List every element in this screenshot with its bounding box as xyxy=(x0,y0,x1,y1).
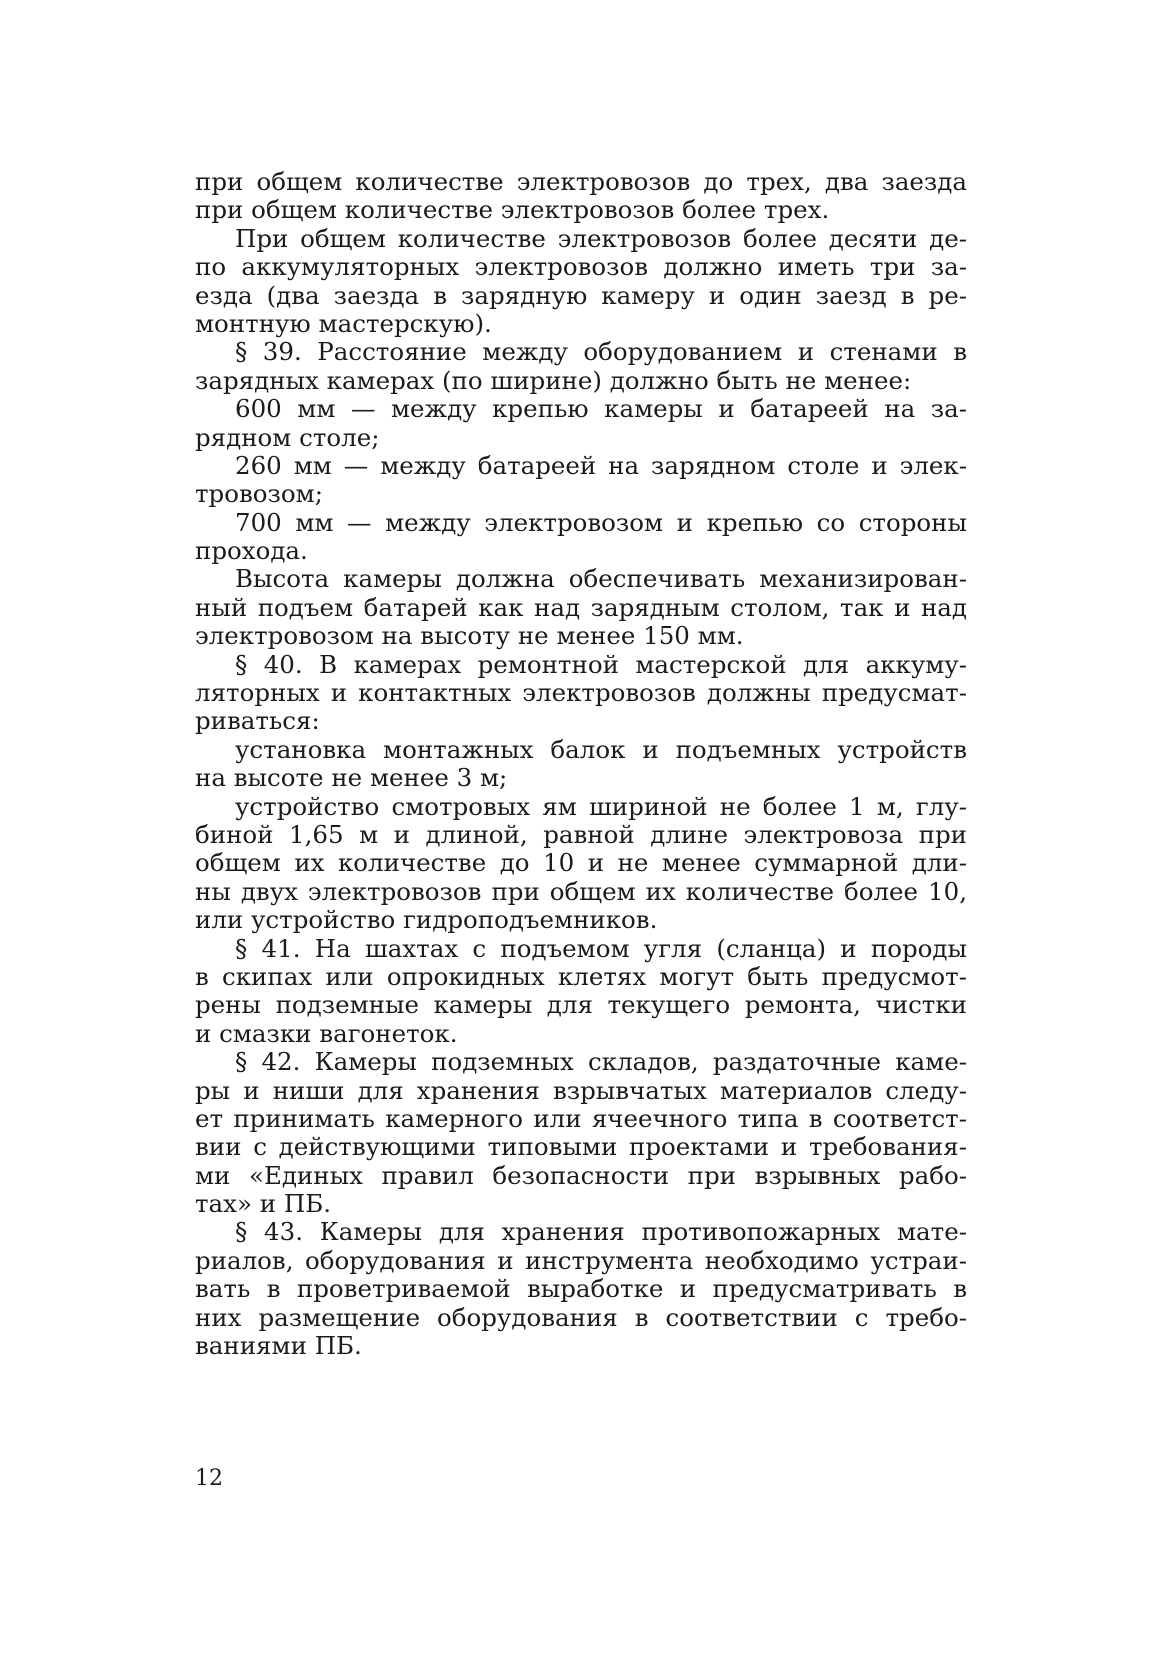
text-line: § 41. На шахтах с подъемом угля (сланца) и породы xyxy=(235,933,967,963)
text-line: риалов, оборудования и инструмента необходимо устраи- xyxy=(195,1245,967,1275)
text-line: вии с действующими типовыми проектами и требования- xyxy=(195,1132,967,1162)
text-line: общем их количестве до 10 и не менее суммарной дли- xyxy=(195,848,967,878)
text-line: § 40. В камерах ремонтной мастерской для аккуму- xyxy=(235,649,967,679)
text-line: ляторных и контактных электровозов должны предусмат- xyxy=(195,678,967,708)
text-line: зарядных камерах (по ширине) должно быть не менее: xyxy=(195,365,912,395)
text-line: тровозом; xyxy=(195,479,323,509)
text-line: ный подъем батарей как над зарядным столом, так и над xyxy=(195,592,967,622)
text-line: по аккумуляторных электровозов должно иметь три за- xyxy=(195,252,967,282)
text-line: ми «Единых правил безопасности при взрывных рабо- xyxy=(195,1160,967,1190)
text-line: ны двух электровозов при общем их количестве более 10, xyxy=(195,876,967,906)
text-line: При общем количестве электровозов более десяти де- xyxy=(235,223,967,253)
text-line: на высоте не менее 3 м; xyxy=(195,763,508,793)
text-line: биной 1,65 м и длиной, равной длине электровоза при xyxy=(195,819,967,849)
text-line: 260 мм — между батареей на зарядном столе и элек- xyxy=(235,450,967,480)
text-line: 600 мм — между крепью камеры и батареей на за- xyxy=(235,394,967,424)
body-text xyxy=(195,168,967,1360)
text-line: электровозом на высоту не менее 150 мм. xyxy=(195,621,744,651)
text-line: § 43. Камеры для хранения противопожарных мате- xyxy=(235,1217,967,1247)
text-line: § 42. Камеры подземных складов, раздаточные каме- xyxy=(235,1047,967,1077)
text-line: или устройство гидроподъемников. xyxy=(195,905,658,935)
text-line: § 39. Расстояние между оборудованием и стенами в xyxy=(235,337,967,367)
text-line: установка монтажных балок и подъемных устройств xyxy=(235,734,967,764)
text-line: при общем количестве электровозов более трех. xyxy=(195,195,830,225)
text-line: рядном столе; xyxy=(195,422,380,452)
text-line: них размещение оборудования в соответствии с требо- xyxy=(195,1302,967,1332)
text-line: Высота камеры должна обеспечивать механизирован- xyxy=(235,564,967,594)
page-number: 12 xyxy=(195,1466,223,1491)
text-line: тах» и ПБ. xyxy=(195,1189,332,1219)
text-line: 700 мм — между электровозом и крепью со стороны xyxy=(235,507,967,537)
text-line: ры и ниши для хранения взрывчатых материалов следу- xyxy=(195,1075,967,1105)
text-line: рены подземные камеры для текущего ремонта, чистки xyxy=(195,990,967,1020)
text-line: ваниями ПБ. xyxy=(195,1331,362,1361)
text-line: при общем количестве электровозов до трех, два заезда xyxy=(195,167,967,196)
text-line: вать в проветриваемой выработке и предусматривать в xyxy=(195,1274,967,1304)
text-line: устройство смотровых ям шириной не более 1 м, глу- xyxy=(235,791,967,821)
text-line: ет принимать камерного или ячеечного типа в соответст- xyxy=(195,1103,967,1133)
text-line: езда (два заезда в зарядную камеру и один заезд в ре- xyxy=(195,280,967,310)
text-line: в скипах или опрокидных клетях могут быть предусмот- xyxy=(195,961,967,991)
text-line: монтную мастерскую). xyxy=(195,308,492,338)
text-line: прохода. xyxy=(195,536,308,566)
text-line: риваться: xyxy=(195,706,320,736)
text-line: и смазки вагонеток. xyxy=(195,1018,458,1048)
